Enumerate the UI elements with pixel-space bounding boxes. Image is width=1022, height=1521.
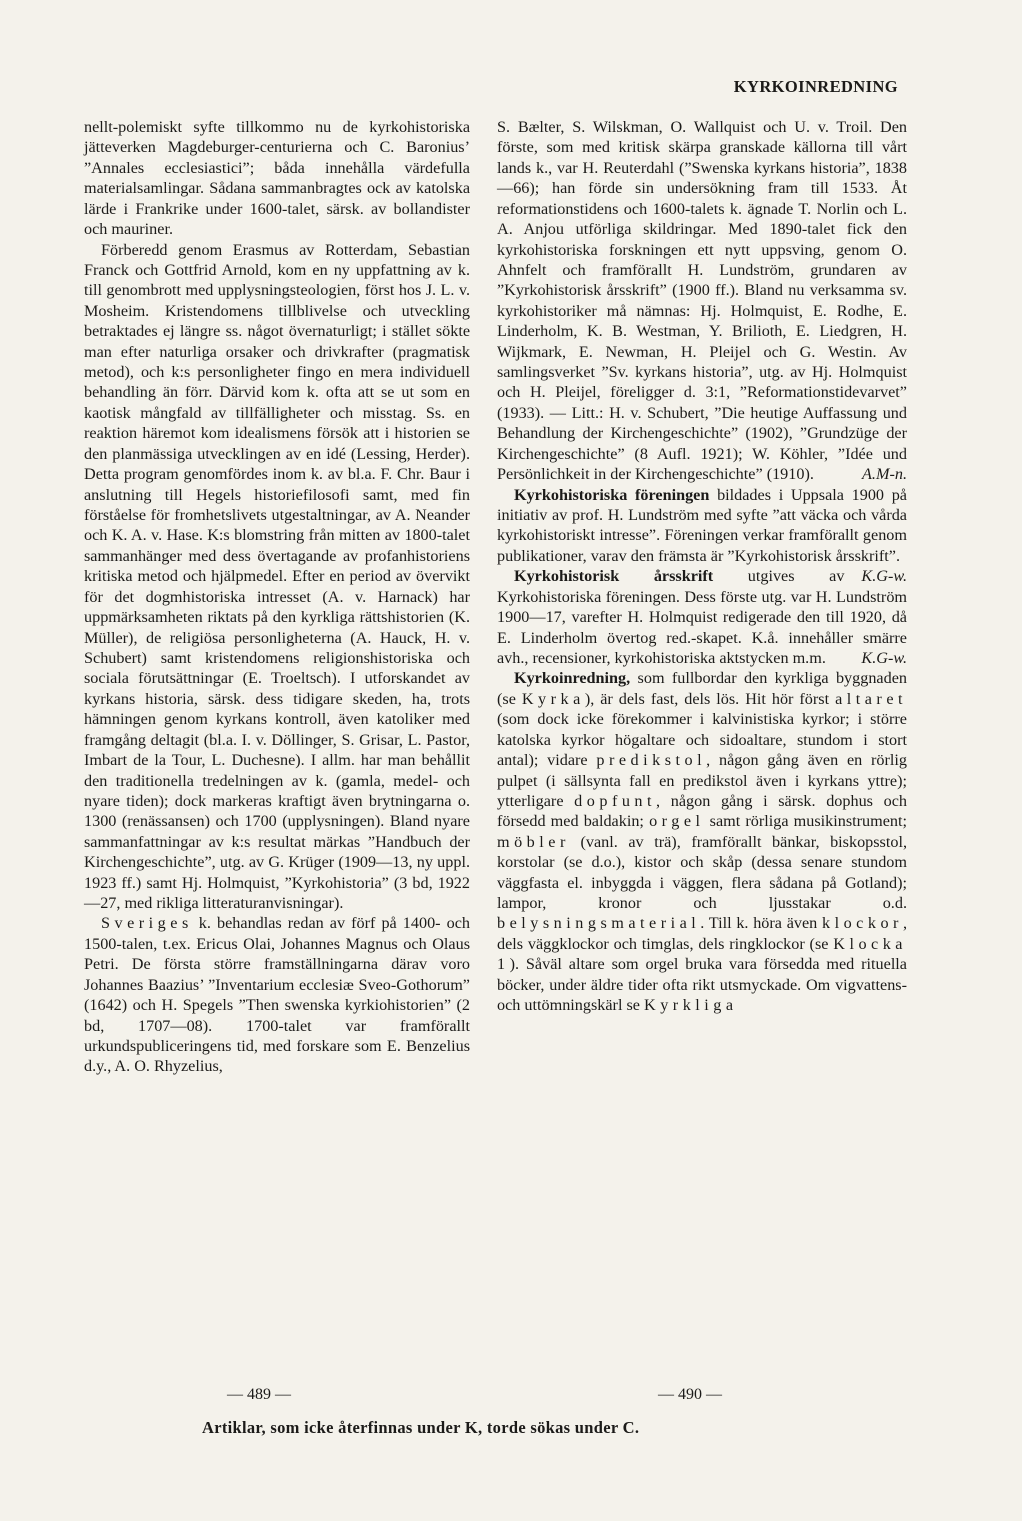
entry-text: , någon gång även en rörlig pulpet (i sällsynta fall en predikstol även i kyrkans yttre); ytterligare [497,751,907,810]
entry-text: , någon gång i särsk. dophus och försedd med baldakin; [497,791,907,831]
spaced-word: altaret [835,689,907,708]
left-column [84,117,470,1077]
spaced-word: dopfunt [574,791,657,810]
spaced-word: Klocka 1 [497,934,907,974]
entry-text: ), är dels fast, dels lös. Hit hör först [584,689,836,708]
spaced-word: Kyrkliga [644,996,738,1015]
spaced-word: möbler [497,832,570,851]
author-signature: K.G-w. [861,648,907,667]
entry-text: samt rörliga musikinstrument; [704,812,907,831]
spaced-word: predikstol [596,751,707,770]
spaced-word: Sveriges [101,914,193,933]
author-signature: K.G-w. [861,567,907,586]
page-number-right: — 490 — [658,1386,722,1403]
entry-text: (vanl. av trä), framförallt bänkar, biskopsstol, korstolar (se d.o.), kistor och skåp (dessa senare stundom väggfasta el. inbyggda i väggen, flera sådana på Gotland); lampor, kronor och ljusstakar o.d. [497,832,907,913]
continuation-paragraph [497,117,907,485]
entry-text: , dels väggklockor och timglas, dels ringklockor (se [497,914,907,953]
spaced-word: belysningsmaterial [497,914,701,933]
page-number-left: — 489 — [227,1386,291,1403]
entry-headword: Kyrkoinredning, [514,669,631,688]
author-signature: A.M-n. [862,465,907,484]
paragraph-text: S. Bælter, S. Wilskman, O. Wallquist och U. v. Troil. Den förste, som med kritisk skärpa granskade källorna till vårt lands k., var H. Reuterdahl (”Swenska kyrkans historia”, 1838—66); han förde sin undersökning fram till 1533. Åt reformationstidens och 1600-talets k. ägnade T. Norlin och L. A. Anjou utförliga skildringar. Med 1890-talet fick den kyrkohistoriska forskningen ett nytt uppsving, genom O. Ahnfelt och framförallt H. Lundström, grundaren av ”Kyrkohistorisk årsskrift” (1900 ff.). Bland nu verksamma sv. kyrkohistoriker må nämnas: Hj. Holmquist, E. Rodhe, E. Linderholm, K. B. Westman, Y. Brilioth, E. Liedgren, H. Wijkmark, E. Newman, H. Pleijel och G. Westin. Av samlingsverket ”Sv. kyrkans historia”, utg. av Hj. Holmquist och H. Pleijel, föreligger d. 3:1, ”Reformationstidevarvet” (1933). — Litt.: H. v. Schubert, ”Die heutige Auffassung und Behandlung der Kirchengeschichte” (1902), ”Grundzüge der Kirchengeschichte” (8 Aufl. 1921); W. Köhler, ”Idée und Persönlichkeit in der Kirchengeschichte” (1910). [497,118,907,484]
spaced-word: klockor [822,914,903,933]
entry-text: ). Såväl altare som orgel bruka vara försedda med rituella böcker, under äldre tider ofta rikt utsmyckade. Om vigvattens- och uttömningskärl se [497,955,907,1015]
footer-note: Artiklar, som icke återfinnas under K, torde sökas under C. [202,1418,640,1437]
spaced-word: Kyrka [521,689,585,708]
entry-text: utgives av Kyrkohistoriska föreningen. Dess förste utg. var H. Lundström 1900—17, varefter H. Holmquist redigerade den till 1920, då E. Linderholm övertog red.-skapet. K.å. innehåller smärre avh., recensioner, kyrkohistoriska aktstycken m.m. [497,567,907,667]
running-head: KYRKOINREDNING [733,77,898,96]
right-column [497,117,907,1016]
entry-headword: Kyrkohistorisk årsskrift [514,567,714,586]
sveriges-paragraph [84,913,470,1076]
paragraph: nellt-polemiskt syfte tillkommo nu de kyrkohistoriska jätteverken Magdeburger-centurierna och C. Baronius’ ”Annales ecclesiastici”; båda innehålla värdefulla materialsamlingar. Sådana sammanbragtes ock av katolska lärde i Frankrike under 1600-talet, särsk. av bollandister och mauriner. [84,118,470,239]
entry-text: (som dock icke förekommer i kalvinistiska kyrkor; i större katolska kyrkor högaltare och sidoaltare, stundom i stort antal); vidare [497,710,907,770]
paragraph-text: k. behandlas redan av förf på 1400- och 1500-talen, t.ex. Ericus Olai, Johannes Magnus och Olaus Petri. De första större framställningarna därav voro Johannes Baazius’ ”Inventarium ecclesiæ Sveo-Gothorum” (1642) och H. Spegels ”Then swenska kyrkiohistorien” (2 bd, 1707—08). 1700-talet var framförallt urkundspubliceringens tid, med forskare som E. Benzelius d.y., A. O. Rhyzelius, [84,914,470,1076]
entry-kyrkoinredning [497,668,907,1015]
entry-text: bildades i Uppsala 1900 på initiativ av prof. H. Lundström med syfte ”att väcka och vårda kyrkohistoriskt intresse”. Föreningen verkar framförallt genom publikationer, varav den främsta är ”Kyrkohistorisk årsskrift”. [497,485,907,565]
spaced-word: orgel [649,812,705,831]
entry-text: . Till k. höra även [700,914,822,933]
entry-kyrkohistoriska-foreningen [497,485,907,586]
paragraph: Förberedd genom Erasmus av Rotterdam, Sebastian Franck och Gottfrid Arnold, kom en ny uppfattning av k. till genombrott med upplysningsteologien, först hos J. L. v. Mosheim. Kristendomens tillblivelse och utveckling betraktades ej längre ss. något övernaturligt; i stället sökte man efter naturliga orsaker och drivkrafter (pragmatisk metod), och k:s personligheter fingo en mera individuell behandling än förr. Därvid kom k. ofta att se ut som en kaotisk mångfald av tillfälligheter och misstag. Ss. en reaktion häremot kom idealismens försök att i historien se den planmässiga utvecklingen av en idé (Lessing, Herder). Detta program genomfördes inom k. av bl.a. F. Chr. Baur i anslutning till Hegels historiefilosofi samt, med fin förståelse för fromhetslivets utgestaltningar, av A. Neander och K. A. v. Hase. K:s blomstring från mitten av 1800-talet sammanhänger med dess övertagande av profanhistoriens kritiska metod och hjälpmedel. Efter en period av övervikt för det dogmhistoriska intresset (A. v. Harnack) har uppmärksamheten riktats på den kyrkliga rättshistorien (K. Müller), de religiösa personligheterna (A. Hauck, H. v. Schubert) samt kristendomens religionshistoriska och sociala förutsättningar (E. Troeltsch). I utforskandet av kyrkans historia, särsk. dess tidigare skeden, ha, trots hämningen genom kyrkans kontroll, även katoliker med framgång deltagit (bl.a. I. v. Döllinger, S. Grisar, L. Pastor, Imbart de la Tour, L. Duchesne). I allm. har man behållit den traditionella tredelningen av k. (gamla, medel- och nyare tiden); dock markeras kraftigt även brytningarna o. 1300 (renässansen) och 1700 (upplysningen). Bland nyare sammanfattningar av k:s resultat märkas ”Handbuch der Kirchengeschichte”, utg. av G. Krüger (1909—13, ny uppl. 1923 ff.) samt Hj. Holmquist, ”Kyrkohistoria” (3 bd, 1922—27, med rikliga litteraturanvisningar). [84,240,470,913]
entry-text: som fullbordar den kyrkliga byggnaden (se [497,669,907,708]
entry-headword: Kyrkohistoriska föreningen [514,485,710,504]
